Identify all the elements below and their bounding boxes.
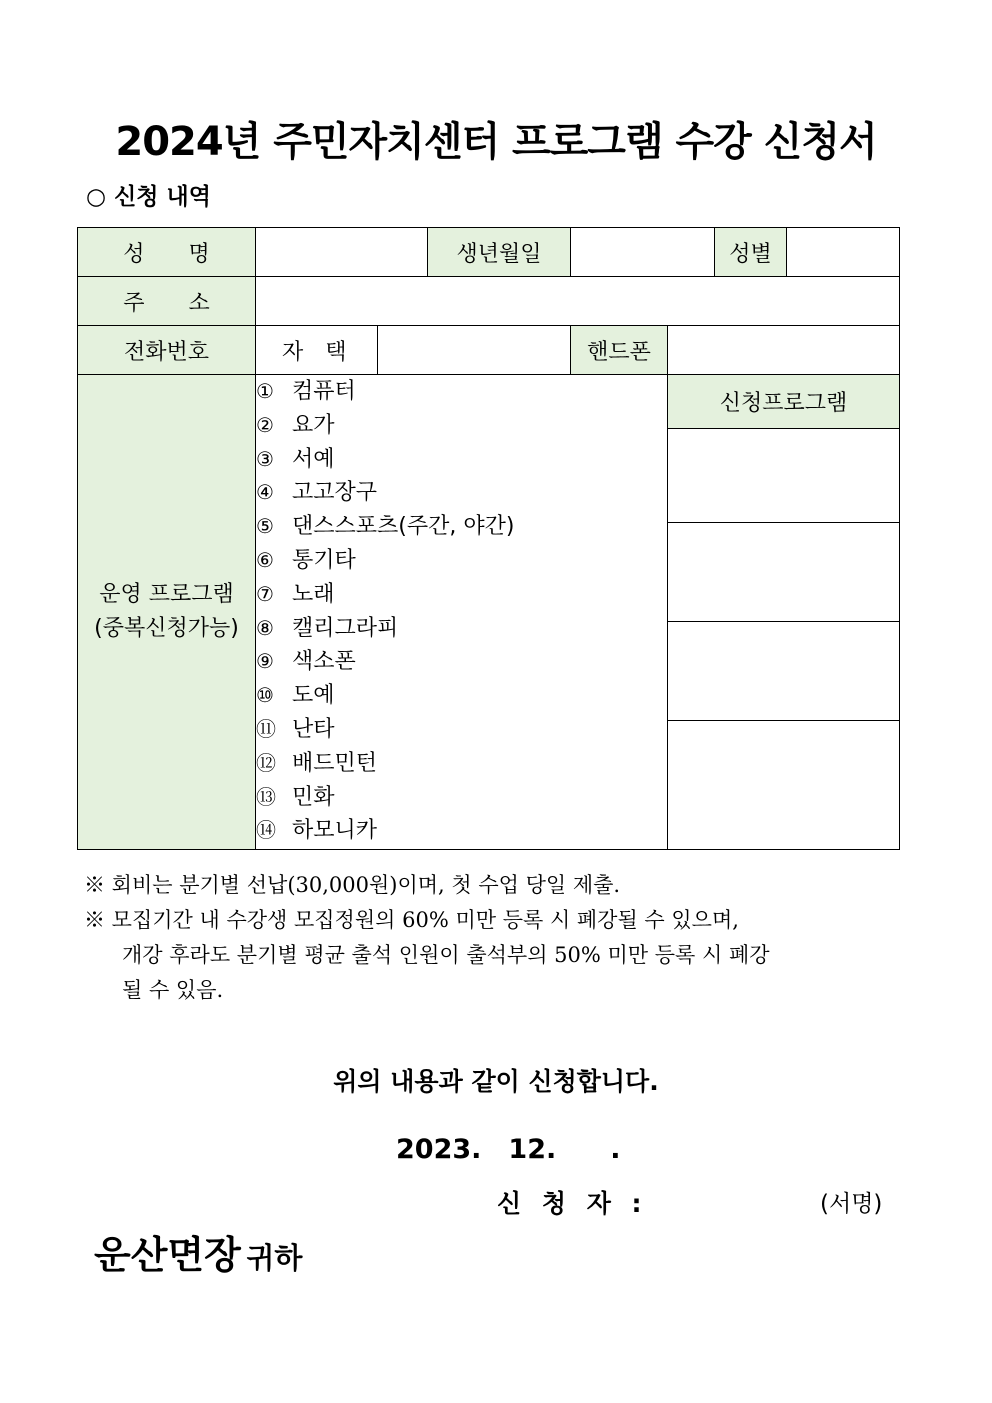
note-cancellation: ※ 모집기간 내 수강생 모집정원의 60% 미만 등록 시 폐강될 수 있으며, (84, 908, 739, 932)
program-item: ⑨ 색소폰 (256, 649, 356, 675)
name-label: 성 명 (78, 228, 256, 277)
program-label-line1: 운영 프로그램 (99, 582, 234, 607)
program-item: ⑦ 노래 (256, 581, 335, 607)
apply-program-field-3[interactable] (668, 622, 899, 721)
recipient (94, 1224, 302, 1279)
program-item: ⑩ 도예 (256, 683, 335, 709)
address-field[interactable] (256, 277, 900, 326)
notes (84, 868, 924, 1008)
program-item: ⑥ 통기타 (256, 547, 356, 573)
note-fee: ※ 회비는 분기별 선납(30,000원)이며, 첫 수업 당일 제출. (84, 873, 621, 897)
address-label: 주 소 (78, 277, 256, 326)
recipient-suffix: 귀하 (246, 1241, 303, 1275)
program-item: ① 컴퓨터 (256, 379, 356, 404)
mobile-field[interactable] (668, 326, 900, 375)
apply-program-label: 신청프로그램 (668, 375, 899, 429)
apply-program-field-1[interactable] (668, 429, 899, 523)
program-item: ⑪ 난타 (256, 716, 335, 742)
birth-label: 생년월일 (428, 228, 571, 277)
closing-statement: 위의 내용과 같이 신청합니다. (333, 1067, 659, 1096)
note-cancellation-end: 될 수 있음. (122, 978, 224, 1002)
mobile-label: 핸드폰 (571, 326, 668, 375)
program-item: ② 요가 (256, 412, 335, 438)
program-item: ⑤ 댄스스포츠(주간, 야간) (256, 514, 515, 540)
home-phone-label: 자 택 (256, 326, 378, 375)
program-item: ⑫ 배드민턴 (256, 750, 378, 776)
note-cancellation-cont: 개강 후라도 분기별 평균 출석 인원이 출석부의 50% 미만 등록 시 폐강 (122, 943, 770, 967)
home-phone-field[interactable] (378, 326, 571, 375)
signature-label: (서명) (820, 1191, 883, 1217)
application-form (77, 227, 900, 850)
program-list (256, 375, 668, 850)
program-item: ⑬ 민화 (256, 784, 335, 810)
program-item: ⑧ 캘리그라피 (256, 615, 399, 641)
program-item: ⑭ 하모니카 (256, 818, 378, 844)
apply-program-column (668, 375, 900, 850)
gender-field[interactable] (787, 228, 900, 277)
birth-field[interactable] (571, 228, 715, 277)
program-label-line2: (중복신청가능) (94, 616, 239, 641)
date-line: 2023. 12. . (396, 1134, 621, 1165)
section-heading: ○ 신청 내역 (86, 184, 211, 210)
program-item: ③ 서예 (256, 446, 335, 472)
phone-label: 전화번호 (78, 326, 256, 375)
applicant-label: 신 청 자 : (497, 1189, 648, 1218)
program-label (78, 375, 256, 850)
name-field[interactable] (256, 228, 428, 277)
program-item: ④ 고고장구 (256, 480, 378, 506)
gender-label: 성별 (715, 228, 787, 277)
recipient-main: 운산면장 (94, 1233, 241, 1277)
page-title: 2024년 주민자치센터 프로그램 수강 신청서 (115, 119, 877, 165)
apply-program-field-2[interactable] (668, 523, 899, 622)
apply-program-field-4[interactable] (668, 721, 899, 848)
